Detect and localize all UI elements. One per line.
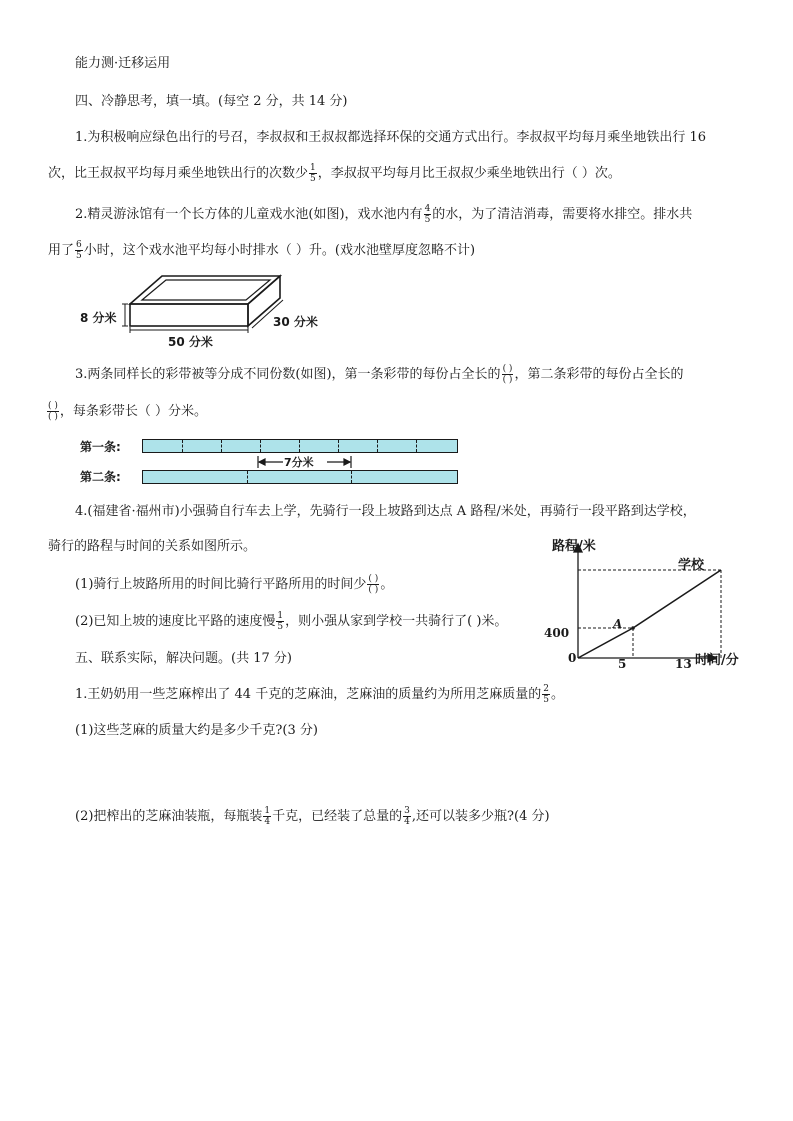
- series-line: [578, 570, 721, 658]
- q2-frac2-num: 6: [76, 240, 82, 250]
- q2-fraction-1: [424, 204, 432, 225]
- chart-xlabel: 时间/分: [695, 653, 739, 668]
- q5-sub2-frac1-den: 4: [264, 817, 271, 827]
- q2-frac1-den: 5: [424, 215, 431, 225]
- chart-point-a-label: A: [613, 617, 623, 631]
- pool-height-label: 8 分米: [80, 311, 117, 325]
- pool-diagram: [120, 268, 350, 353]
- q3-line2-b: ，每条彩带长（ ）分米。: [59, 404, 208, 419]
- q5-sub2-b: 千克，已经装了总量的: [272, 809, 403, 824]
- strip1-label: 第一条:: [80, 440, 121, 454]
- q1-fraction: [309, 163, 317, 184]
- chart-ytick-400: 400: [544, 626, 570, 640]
- measure-label: 7分米: [284, 456, 314, 469]
- q3-frac2-den: ( ): [48, 412, 58, 422]
- pool-width-label: 30 分米: [273, 315, 318, 329]
- q5-sub2-fraction-2: [403, 806, 411, 827]
- q4-sub2-frac-den: 5: [277, 622, 284, 632]
- q5-sub2: [75, 806, 550, 827]
- q1-line1: 1.为积极响应绿色出行的号召，李叔叔和王叔叔都选择环保的交通方式出行。李叔叔平均每月乘坐地铁出行 16: [75, 130, 707, 145]
- q2-line1-a: 2.精灵游泳馆有一个长方体的儿童戏水池(如图)，戏水池内有: [75, 207, 423, 222]
- q4-frac-den: ( ): [368, 585, 379, 595]
- chart-xtick-13: 13: [675, 657, 692, 670]
- point-a-marker: [631, 626, 635, 630]
- chart-ylabel: 路程/米: [552, 539, 596, 554]
- q4-sub2-b: ，则小强从家到学校一共骑行了( )米。: [285, 614, 508, 629]
- q4-sub1: [75, 574, 393, 595]
- q4-sub2-fraction: [276, 611, 284, 632]
- section-title: 四、冷静思考，填一填。(每空 2 分，共 14 分): [75, 94, 348, 109]
- q1-line2: [48, 163, 621, 184]
- ribbon-1-divider: [260, 440, 261, 452]
- q3-line2: [46, 401, 207, 422]
- ribbon-1-divider: [377, 440, 378, 452]
- q2-line2-a: 用了: [48, 243, 75, 258]
- q2-frac2-den: 5: [76, 251, 82, 261]
- q3-blank-fraction-2: [47, 401, 59, 422]
- ribbon-1-divider: [221, 440, 222, 452]
- q5-frac-den: 5: [543, 695, 549, 705]
- q5-sub2-fraction-1: [263, 806, 271, 827]
- q4-line2: 骑行的路程与时间的关系如图所示。: [48, 539, 257, 554]
- q5-line1: [75, 684, 564, 705]
- q5-sub2-frac2-num: 3: [404, 806, 410, 816]
- q2-line2-b: 小时，这个戏水池平均每小时排水（ ）升。(戏水池壁厚度忽略不计): [83, 243, 476, 258]
- q2-fraction-2: [75, 240, 83, 261]
- q3-blank-fraction-1: [502, 364, 514, 385]
- q3-frac1-num: ( ): [502, 364, 513, 374]
- q5-fraction: [542, 684, 550, 705]
- q1-frac-den: 5: [310, 174, 316, 184]
- pool-inner-rim: [142, 280, 270, 300]
- q3-frac1-den: ( ): [502, 375, 513, 385]
- q2-frac1-num: 4: [424, 204, 431, 214]
- section-tag: 能力测·迁移运用: [75, 56, 171, 71]
- pool-front-face: [130, 304, 248, 326]
- q5-line1-a: 1.王奶奶用一些芝麻榨出了 44 千克的芝麻油，芝麻油的质量约为所用芝麻质量的: [75, 687, 542, 702]
- q3-frac2-num: ( ): [48, 401, 58, 411]
- chart-origin: 0: [568, 651, 577, 665]
- q4-sub1-a: (1)骑行上坡路所用的时间比骑行平路所用的时间少: [75, 577, 367, 592]
- q4-sub2: [75, 611, 507, 632]
- q5-frac-num: 2: [543, 684, 549, 694]
- ribbon-1-divider: [182, 440, 183, 452]
- q4-frac-num: ( ): [368, 574, 379, 584]
- q4-sub2-a: (2)已知上坡的速度比平路的速度慢: [75, 614, 276, 629]
- q1-frac-num: 1: [310, 163, 316, 173]
- q4-blank-fraction: [367, 574, 379, 595]
- q5-sub2-a: (2)把榨出的芝麻油装瓶，每瓶装: [75, 809, 263, 824]
- q5-sub1: (1)这些芝麻的质量大约是多少千克?(3 分): [75, 723, 318, 738]
- chart-xtick-5: 5: [618, 657, 627, 670]
- q4-sub1-b: 。: [380, 577, 394, 592]
- q3-line1-b: ，第二条彩带的每份占全长的: [514, 367, 684, 382]
- q5-sub2-frac2-den: 4: [404, 817, 410, 827]
- q3-line1-a: 3.两条同样长的彩带被等分成不同份数(如图)，第一条彩带的每份占全长的: [75, 367, 501, 382]
- chart-school-label: 学校: [678, 558, 705, 573]
- q5-sub2-c: ,还可以装多少瓶?(4 分): [411, 809, 550, 824]
- q1-line2-b: ，李叔叔平均每月比王叔叔少乘坐地铁出行（ ）次。: [317, 166, 621, 181]
- q1-line2-a: 次，比王叔叔平均每月乘坐地铁出行的次数少: [48, 166, 309, 181]
- q2-line1: [75, 204, 692, 225]
- ribbon-2-divider: [247, 471, 248, 483]
- q3-line1: [75, 364, 683, 385]
- ribbon-2: [142, 470, 458, 484]
- ribbon-1: [142, 439, 458, 453]
- q2-line1-b: 的水，为了清洁消毒，需要将水排空。排水共: [432, 207, 693, 222]
- section2-title: 五、联系实际，解决问题。(共 17 分): [75, 651, 292, 666]
- pool-length-label: 50 分米: [168, 335, 213, 349]
- q2-line2: [48, 240, 475, 261]
- strip2-label: 第二条:: [80, 470, 121, 484]
- ribbon-1-divider: [416, 440, 417, 452]
- ribbon-2-divider: [351, 471, 352, 483]
- q5-line1-b: 。: [550, 687, 564, 702]
- q5-sub2-frac1-num: 1: [264, 806, 271, 816]
- ribbon-1-divider: [299, 440, 300, 452]
- q4-sub2-frac-num: 1: [277, 611, 284, 621]
- distance-time-chart: [540, 530, 762, 670]
- ribbon-1-divider: [338, 440, 339, 452]
- q4-line1: 4.(福建省·福州市)小强骑自行车去上学，先骑行一段上坡路到达点 A 路程/米处，再骑行一段平路到达学校，: [75, 504, 696, 519]
